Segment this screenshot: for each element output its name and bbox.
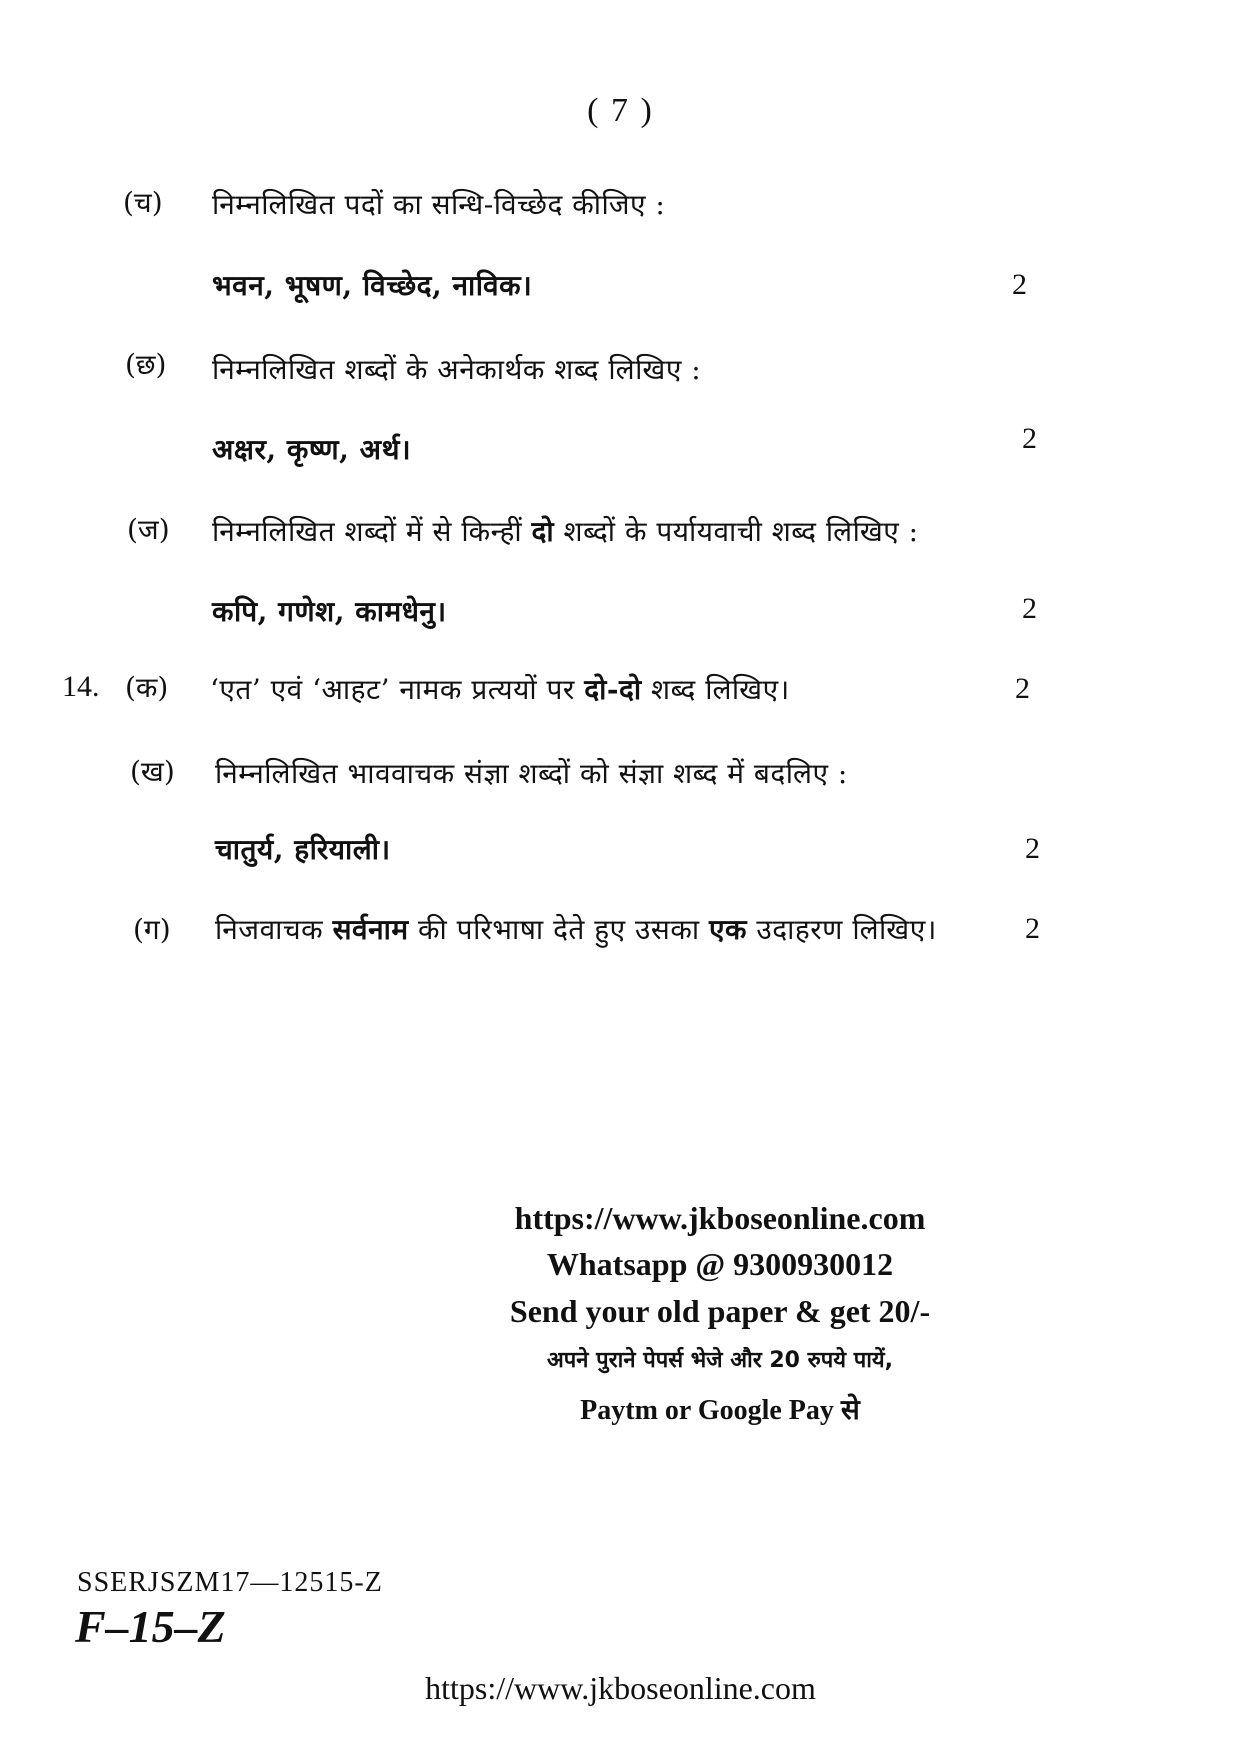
question-number-14: 14. (62, 670, 100, 703)
footer-hindi-offer: अपने पुराने पेपर्स भेजे और 20 रुपये पायें, (546, 1348, 894, 1373)
marks-14-kha: 2 (1025, 832, 1040, 865)
question-label-ja: (ज) (127, 513, 170, 546)
marks-14-ka: 2 (1015, 672, 1030, 705)
question-words-14-kha: चातुर्य, हरियाली। (215, 833, 391, 866)
bottom-url: https://www.jkboseonline.com (425, 1670, 816, 1706)
paper-code: SSERJSZM17—12515-Z (77, 1567, 383, 1598)
marks-chha: 2 (1022, 422, 1037, 455)
footer-payment: Paytm or Google Pay से (580, 1395, 860, 1426)
question-words-ja: कपि, गणेश, कामधेनु। (212, 595, 447, 628)
question-text-14-kha: निम्नलिखित भाववाचक संज्ञा शब्दों को संज्ञा शब्द में बदलिए : (215, 757, 848, 790)
page-number: ( 7 ) (587, 92, 654, 129)
footer-offer: Send your old paper & get 20/- (509, 1293, 931, 1329)
question-label-14-ga: (ग) (133, 913, 171, 946)
footer-url: https://www.jkboseonline.com (514, 1200, 926, 1236)
question-text-chha: निम्नलिखित शब्दों के अनेकार्थक शब्द लिखिए : (212, 353, 702, 386)
question-words-chha: अक्षर, कृष्ण, अर्थ। (212, 433, 412, 466)
footer-whatsapp: Whatsapp @ 9300930012 (546, 1246, 894, 1282)
marks-14-ga: 2 (1025, 912, 1040, 945)
question-text-14-ka: ‘एत’ एवं ‘आहट’ नामक प्रत्ययों पर दो-दो शब्द लिखिए। (210, 673, 790, 706)
question-label-cha: (च) (123, 186, 163, 219)
question-label-chha: (छ) (125, 348, 167, 381)
question-text-cha: निम्नलिखित पदों का सन्धि-विच्छेद कीजिए : (212, 188, 666, 221)
question-text-ja: निम्नलिखित शब्दों में से किन्हीं दो शब्दों के पर्यायवाची शब्द लिखिए : (212, 515, 919, 548)
marks-ja: 2 (1022, 592, 1037, 625)
form-code: F–15–Z (75, 1601, 226, 1652)
question-text-14-ga: निजवाचक सर्वनाम की परिभाषा देते हुए उसका एक उदाहरण लिखिए। (215, 913, 937, 946)
question-label-14-kha: (ख) (130, 755, 175, 788)
marks-cha: 2 (1012, 268, 1027, 301)
question-label-14-ka: (क) (125, 671, 169, 704)
question-words-cha: भवन, भूषण, विच्छेद, नाविक। (212, 269, 533, 302)
